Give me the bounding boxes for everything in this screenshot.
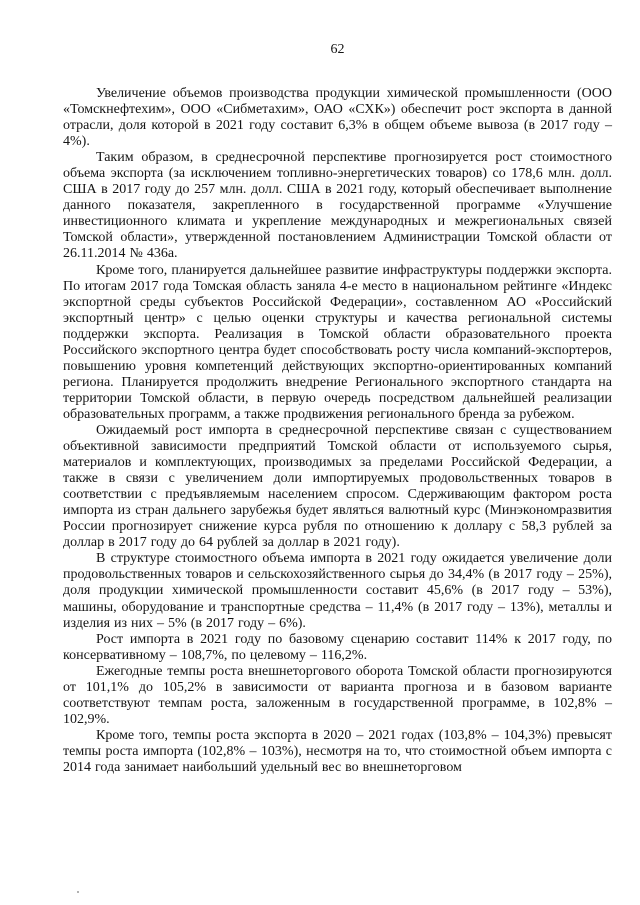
- paragraph: В структуре стоимостного объема импорта в 2021 году ожидается увеличение доли продовольственных товаров и сельскохозяйственного сырья до 34,4% (в 2017 году – 25%), доля продукции химической промышленности составит 45,6% (в 2017 году – 53%), машины, оборудование и транспортные средства – 11,4% (в 2017 году – 13%), металлы и изделия из них – 5% (в 2017 году – 6%).: [63, 551, 612, 631]
- paragraph: Ожидаемый рост импорта в среднесрочной перспективе связан с существованием объективной зависимости предприятий Томской области от используемого сырья, материалов и комплектующих, производимых за пределами Российской Федерации, а также в связи с увеличением доли импортируемых продовольственных товаров в соответствии с предъявляемым населением спросом. Сдерживающим фактором роста импорта из стран дальнего зарубежья будет являться валютный курс (Минэкономразвития России прогнозирует снижение курса рубля по отношению к доллару с 58,3 рублей за доллар в 2017 году до 64 рублей за доллар в 2021 году).: [63, 422, 612, 551]
- paragraph: Ежегодные темпы роста внешнеторгового оборота Томской области прогнозируются от 101,1% до 105,2% в зависимости от варианта прогноза и в базовом варианте соответствуют темпам роста, заложенным в государственной программе, в 102,8% – 102,9%.: [63, 663, 612, 727]
- paragraph: Рост импорта в 2021 году по базовому сценарию составит 114% к 2017 году, по консервативному – 108,7%, по целевому – 116,2%.: [63, 631, 612, 663]
- page-body: [63, 86, 612, 776]
- paragraph: Кроме того, темпы роста экспорта в 2020 – 2021 годах (103,8% – 104,3%) превысят темпы роста импорта (102,8% – 103%), несмотря на то, что стоимостной объем импорта с 2014 года занимает наибольший удельный вес во внешнеторговом: [63, 727, 612, 775]
- paragraph: Кроме того, планируется дальнейшее развитие инфраструктуры поддержки экспорта. По итогам 2017 года Томская область заняла 4-е место в национальном рейтинге «Индекс экспортной среды субъектов Российской Федерации», составленном АО «Российский экспортный центр» с целью оценки структуры и качества региональной системы поддержки экспорта. Реализация в Томской области образовательного проекта Российского экспортного центра будет способствовать росту числа компаний-экспортеров, повышению уровня компетенций действующих экспортно-ориентированных компаний региона. Планируется продолжить внедрение Регионального экспортного стандарта на территории Томской области, в первую очередь посредством дальнейшей реализации образовательных программ, а также продвижения регионального бренда за рубежом.: [63, 262, 612, 422]
- scan-speck-artifact: [77, 891, 79, 893]
- paragraph: Увеличение объемов производства продукции химической промышленности (ООО «Томскнефтехим», ООО «Сибметахим», ОАО «СХК») обеспечит рост экспорта в данной отрасли, доля которой в 2021 году составит 6,3% в общем объеме вывоза (в 2017 году – 4%).: [63, 86, 612, 150]
- page-number: 62: [330, 42, 345, 57]
- paragraph: Таким образом, в среднесрочной перспективе прогнозируется рост стоимостного объема экспорта (за исключением топливно-энергетических товаров) со 178,6 млн. долл. США в 2017 году до 257 млн. долл. США в 2021 году, который обеспечивает выполнение данного показателя, закрепленного в государственной программе «Улучшение инвестиционного климата и укрепление международных и межрегиональных связей Томской области», утвержденной постановлением Администрации Томской области от 26.11.2014 № 436а.: [63, 150, 612, 262]
